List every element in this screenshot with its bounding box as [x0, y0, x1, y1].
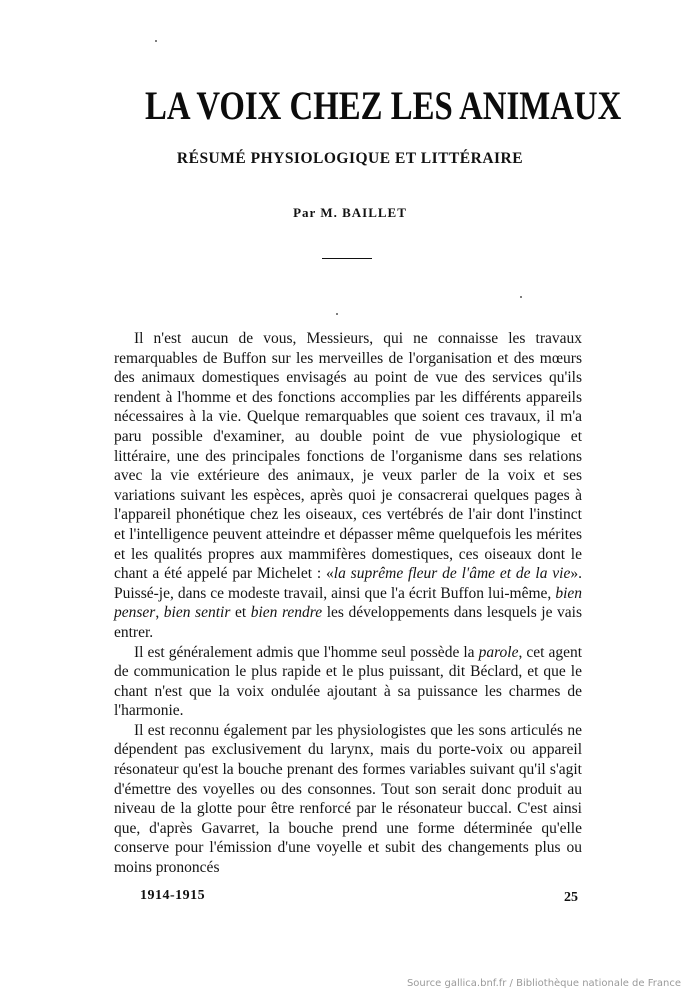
emphasis-parole: parole [478, 643, 519, 661]
separator-et: et [234, 604, 247, 622]
emphasis-bien-rendre: bien rendre [250, 604, 323, 622]
paragraph-1-text-c: les développements dans lesquels je vais entrer. [114, 604, 583, 641]
source-attribution: Source gallica.bnf.fr / Bibliothèque nationale de France [406, 978, 681, 989]
volume-years: 1914-1915 [140, 888, 206, 903]
michelet-quote: la suprême fleur de l'âme et de la vie [333, 565, 571, 583]
paragraph-1-text: Il n'est aucun de vous, Messieurs, qui ne connaisse les travaux remarquables de Buffon sur les merveilles de l'organisation et des mœurs des animaux domestiques envisagés au point de vue des services qu'ils rendent à l'homme et des fonctions accomplies par les différents appareils nécessaires à la vie. Quelque remarquables que soient ces travaux, il m'a paru possible d'examiner, au double point de vue physiologique et littéraire, une des principales fonctions de l'organisme dans ses relations avec la vie extérieure des animaux, je veux parler de la voix et ses variations suivant les espèces, après quoi je consacrerai quelques pages à l'appareil phonétique chez les oiseaux, ces vertébrés de l'air dont l'instinct et l'intelligence peuvent atteindre et dépasser même quelquefois les mérites et les qualités propres aux mammifères domestiques, ces oiseaux dont le chant a été appelé par Michelet : « [114, 330, 582, 583]
page-number: 25 [564, 890, 578, 905]
paragraph-2-text-b: , cet agent de communication le plus rapide et le plus puissant, dit Béclard, et que le chant n'est que la voix ondulée ajoutant à sa puissance les charmes de l'harmonie. [114, 643, 583, 720]
paragraph-3: Il est reconnu également par les physiologistes que les sons articulés ne dépendent pas exclusivement du larynx, mais du porte-voix ou appareil résonateur qu'est la bouche prenant des formes variables suivant qu'il s'agit d'émettre des voyelles ou des consonnes. Tout son serait donc produit au niveau de la glotte pour être renforcé par le résonateur buccal. C'est ainsi que, d'après Gavarret, la bouche prend une forme déterminée qu'elle conserve pour l'émission d'une voyelle et subit des changements plus ou moins prononcés [114, 721, 582, 877]
paragraph-1 [114, 329, 582, 643]
separator-comma: , [155, 604, 160, 622]
emphasis-bien-sentir: bien sentir [163, 604, 231, 622]
scan-speck [520, 296, 522, 298]
page-subtitle: RÉSUMÉ PHYSIOLOGIQUE ET LITTÉRAIRE [176, 150, 524, 167]
paragraph-1-text-b: ». Puissé-je, dans ce modeste travail, ainsi que l'a écrit Buffon lui-même, [114, 565, 582, 602]
emphasis-bien-penser: bien penser [114, 584, 583, 622]
article-body [114, 329, 582, 878]
page-title: LA VOIX CHEZ LES ANIMAUX [145, 83, 622, 128]
paragraph-2 [114, 643, 582, 721]
author-byline: Par M. BAILLET [293, 205, 407, 220]
scan-speck [155, 40, 157, 42]
title-divider [322, 258, 372, 259]
scan-speck [336, 313, 338, 315]
paragraph-2-text: Il est généralement admis que l'homme seul possède la [134, 643, 475, 661]
